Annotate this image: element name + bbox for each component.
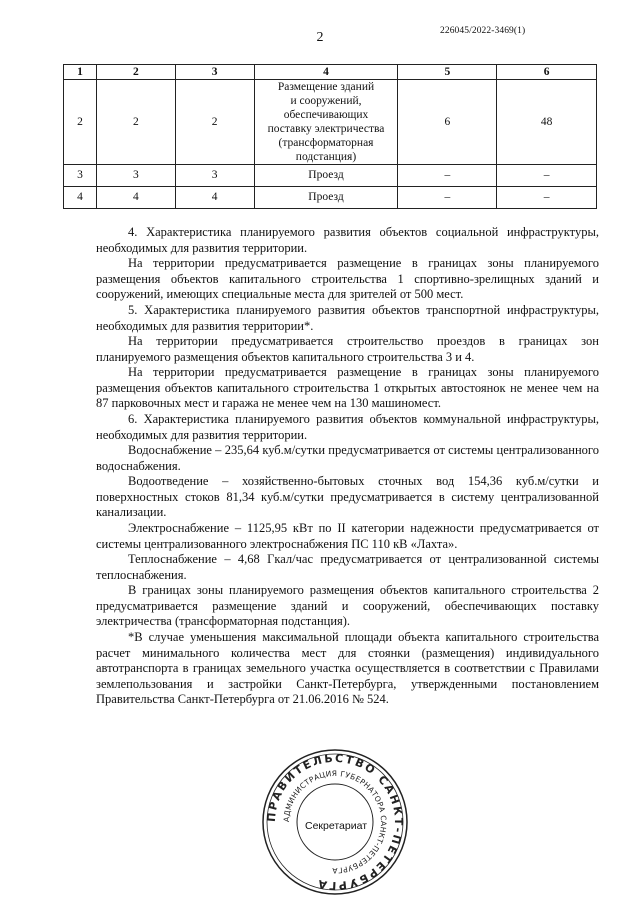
paragraph: В границах зоны планируемого размещения объектов капитального строительства 2 предусматривается размещение зданий и сооружений, обеспечивающих поставку электричества (трансформаторная подстанция). [96,583,599,628]
table-cell: 2 [96,80,175,165]
paragraph: На территории предусматривается размещение в границах зоны планируемого размещения объектов капитального строительства 1 спортивно-зрелищных зданий и сооружений, имеющих специальные места для зрителей от 500 мест. [96,256,599,301]
data-table [63,64,597,209]
paragraph: Водоотведение – хозяйственно-бытовых сточных вод 154,36 куб.м/сутки и поверхностных стоков 81,34 куб.м/сутки предусматривается в систему централизованной канализации. [96,474,599,519]
table-cell: 4 [96,187,175,209]
table-header-cell: 3 [175,65,254,80]
table-header-cell: 1 [64,65,97,80]
table-cell: 2 [175,80,254,165]
paragraph: 5. Характеристика планируемого развития объектов транспортной инфраструктуры, необходимых для развития территории*. [96,303,599,333]
table-row [64,80,597,165]
table-cell: – [398,187,497,209]
paragraph: Электроснабжение – 1125,95 кВт по II категории надежности предусматривается от системы централизованного электроснабжения ПС 110 кВ «Лахта». [96,521,599,551]
table-cell: 6 [398,80,497,165]
table-cell: 3 [64,165,97,187]
table-header-cell: 2 [96,65,175,80]
paragraph: На территории предусматривается строительство проездов в границах зон планируемого размещения объектов капитального строительства 3 и 4. [96,334,599,364]
paragraph: Водоснабжение – 235,64 куб.м/сутки предусматривается от системы централизованного водоснабжения. [96,443,599,473]
table-row [64,165,597,187]
table-header-row [64,65,597,80]
paragraph: Теплоснабжение – 4,68 Гкал/час предусматривается от централизованной системы теплоснабжения. [96,552,599,582]
table-header-cell: 5 [398,65,497,80]
paragraph: На территории предусматривается размещение в границах зоны планируемого размещения объектов капитального строительства 1 открытых автостоянок не менее чем на 87 парковочных мест и гаража не менее чем на 130 машиномест. [96,365,599,410]
table-cell: – [497,187,597,209]
table-cell: 4 [64,187,97,209]
table-header-cell: 4 [254,65,398,80]
table-row [64,187,597,209]
table-cell: – [497,165,597,187]
stamp-center-label: Секретариат [305,820,368,832]
table-cell: Размещение зданий и сооружений, обеспечивающих поставку электричества (трансформаторная подстанция) [254,80,398,165]
paragraph: *В случае уменьшения максимальной площади объекта капитального строительства расчет минимального количества мест для стоянки (размещения) индивидуального автотранспорта в границах земельного участка осуществляется в соответствии с Правилами землепользования и застройки Санкт-Петербурга, утвержденными постановлением Правительства Санкт-Петербурга от 21.06.2016 № 524. [96,630,599,706]
document-id: 226045/2022-3469(1) [440,26,526,36]
stamp-outer-text: ПРАВИТЕЛЬСТВО САНКТ-ПЕТЕРБУРГА [264,751,406,893]
table-cell: Проезд [254,187,398,209]
table-cell: 48 [497,80,597,165]
table-cell: 2 [64,80,97,165]
table-cell: 3 [175,165,254,187]
table-cell: – [398,165,497,187]
stamp-inner-text: АДМИНИСТРАЦИЯ ГУБЕРНАТОРА САНКТ-ПЕТЕРБУРГА [281,768,389,876]
table-header-cell: 6 [497,65,597,80]
table-cell: Проезд [254,165,398,187]
table-cell: 3 [96,165,175,187]
table-cell: 4 [175,187,254,209]
page-number: 2 [316,30,324,45]
paragraph: 4. Характеристика планируемого развития объектов социальной инфраструктуры, необходимых для развития территории. [96,225,599,255]
paragraph: 6. Характеристика планируемого развития объектов коммунальной инфраструктуры, необходимых для развития территории. [96,412,599,442]
